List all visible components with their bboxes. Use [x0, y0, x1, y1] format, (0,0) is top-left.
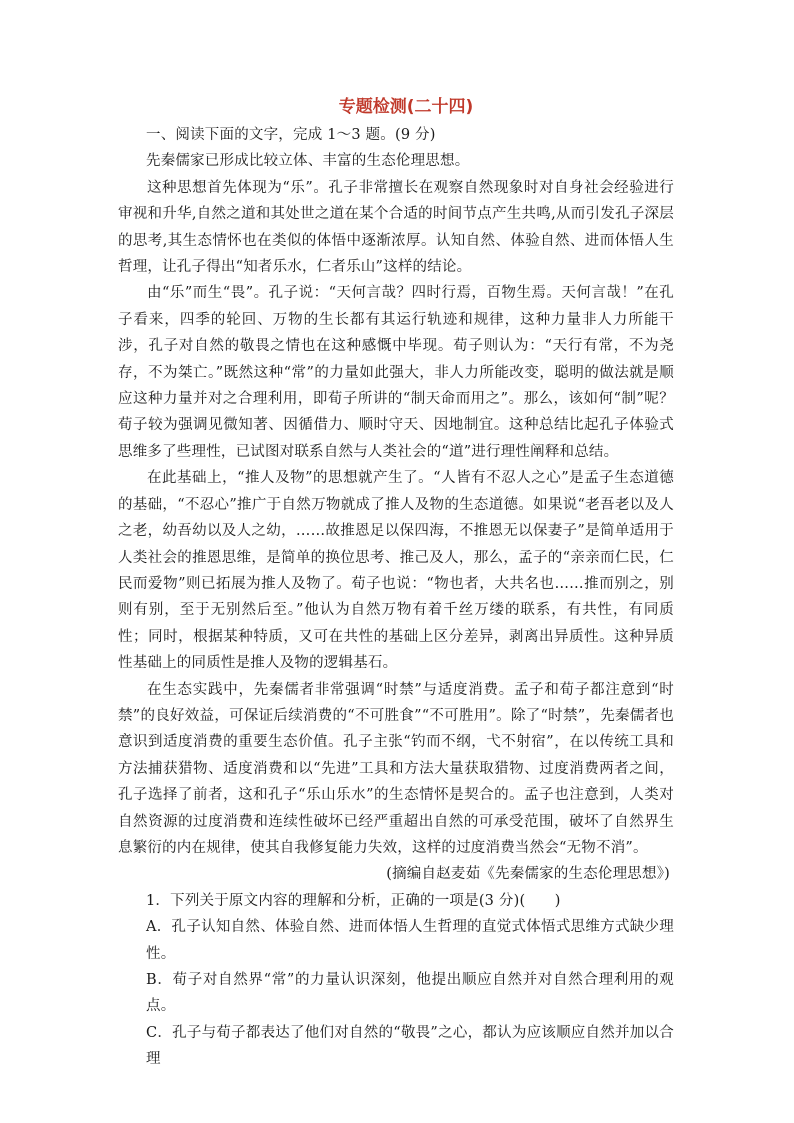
paragraph-intro: 先秦儒家已形成比较立体、丰富的生态伦理思想。 — [146, 153, 470, 170]
source-citation: (摘编自赵麦茹《先秦儒家的生态伦理思想》) — [386, 866, 670, 883]
section-heading: 一、阅读下面的文字，完成 1～3 题。(9 分) — [146, 127, 436, 143]
paragraph-shijin: 在生态实践中，先秦儒者非常强调“时禁”与适度消费。孟子和荀子都注意到“时禁”的良好效益，可保证后续消费的“不可胜食”“不可胜用”。除了“时禁”，先秦儒者也意识到适度消费的重要生态价值。孔子主张“钓而不纲，弋不射宿”，在以传统工具和方法捕获猎物、适度消费和以“先进”工具和方法大量获取猎物、过度消费两者之间，孔子选择了前者，这和孔子“乐山乐水”的生态情怀是契合的。孟子也注意到，人类对自然资源的过度消费和连续性破坏已经严重超出自然的可承受范围，破坏了自然界生息繁衍的内在规律，使其自我修复能力失效，这样的过度消费当然会“无物不消”。 — [118, 681, 674, 856]
paragraph-wei: 由“乐”而生“畏”。孔子说：“天何言哉？四时行焉，百物生焉。天何言哉！”在孔子看来，四季的轮回、万物的生长都有其运行轨迹和规律，这种力量非人力所能干涉，孔子对自然的敬畏之情也在这种感慨中毕现。荀子则认为：“天行有常，不为尧存，不为桀亡。”既然这种“常”的力量如此强大，非人力所能改变，聪明的做法就是顺应这种力量并对之合理利用，即荀子所讲的“制天命而用之”。那么，该如何“制”呢？荀子较为强调见微知著、因循借力、顺时守天、因地制宜。这种总结比起孔子体验式思维多了些理性，已试图对联系自然与人类社会的“道”进行理性阐释和总结。 — [118, 285, 674, 460]
paragraph-le: 这种思想首先体现为“乐”。孔子非常擅长在观察自然现象时对自身社会经验进行审视和升华,自然之道和其处世之道在某个合适的时间节点产生共鸣,从而引发孔子深层的思考,其生态情怀也在类似的体悟中逐渐浓厚。认知自然、体验自然、进而体悟人生哲理，让孔子得出“知者乐水，仁者乐山”这样的结论。 — [118, 179, 674, 276]
option-a: A．孔子认知自然、体验自然、进而体悟人生哲理的直觉式体悟式思维方式缺少理性。 — [146, 919, 674, 962]
option-c: C．孔子与荀子都表达了他们对自然的“敬畏”之心，都认为应该顺应自然并加以合理 — [146, 1024, 674, 1068]
option-b: B．荀子对自然界“常”的力量认识深刻，他提出顺应自然并对自然合理利用的观点。 — [146, 972, 674, 1015]
document-page — [118, 92, 674, 1073]
document-body — [118, 122, 674, 1073]
question-1: 1．下列关于原文内容的理解和分析，正确的一项是(3 分)( ) — [146, 892, 561, 909]
page-title: 专题检测(二十四) — [338, 97, 474, 117]
paragraph-tuirenjiwu: 在此基础上，“推人及物”的思想就产生了。“人皆有不忍人之心”是孟子生态道德的基础，“不忍心”推广于自然万物就成了推人及物的生态道德。如果说“老吾老以及人之老，幼吾幼以及人之幼，……故推恩足以保四海，不推恩无以保妻子”是简单适用于人类社会的推恩思维，是简单的换位思考、推己及人，那么，孟子的“亲亲而仁民，仁民而爱物”则已拓展为推人及物了。荀子也说：“物也者，大共名也……推而别之，别则有别，至于无别然后至。”他认为自然万物有着千丝万缕的联系，有共性，有同质性；同时，根据某种特质，又可在共性的基础上区分差异，剥离出异质性。这种异质性基础上的同质性是推人及物的逻辑基石。 — [118, 470, 674, 672]
